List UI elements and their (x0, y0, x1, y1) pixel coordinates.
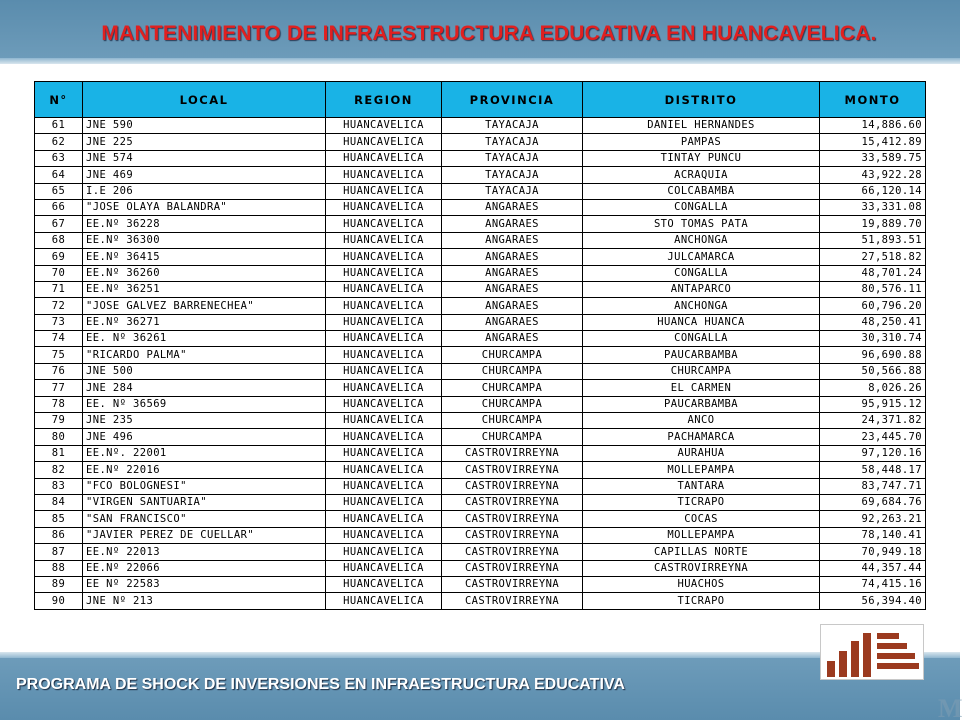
cell-num: 70 (35, 265, 83, 281)
cell-monto: 43,922.28 (820, 167, 926, 183)
cell-provincia: CASTROVIRREYNA (442, 445, 583, 461)
cell-region: HUANCAVELICA (326, 314, 442, 330)
cell-num: 64 (35, 167, 83, 183)
cell-monto: 95,915.12 (820, 396, 926, 412)
cell-provincia: CHURCAMPA (442, 429, 583, 445)
cell-local: I.E 206 (83, 183, 326, 199)
table-row (35, 281, 926, 297)
table-body (35, 118, 926, 610)
table-row (35, 118, 926, 134)
cell-provincia: TAYACAJA (442, 150, 583, 166)
table-row (35, 298, 926, 314)
cell-local: JNE 284 (83, 380, 326, 396)
table-row (35, 494, 926, 510)
cell-provincia: CHURCAMPA (442, 347, 583, 363)
cell-region: HUANCAVELICA (326, 118, 442, 134)
cell-monto: 30,310.74 (820, 331, 926, 347)
cell-region: HUANCAVELICA (326, 265, 442, 281)
cell-num: 61 (35, 118, 83, 134)
cell-monto: 23,445.70 (820, 429, 926, 445)
header-provincia: PROVINCIA (442, 82, 583, 118)
cell-distrito: CAPILLAS NORTE (583, 544, 820, 560)
cell-distrito: ANCHONGA (583, 232, 820, 248)
cell-distrito: DANIEL HERNANDES (583, 118, 820, 134)
cell-distrito: EL CARMEN (583, 380, 820, 396)
table-row (35, 249, 926, 265)
cell-region: HUANCAVELICA (326, 494, 442, 510)
cell-num: 86 (35, 527, 83, 543)
cell-num: 87 (35, 544, 83, 560)
cell-local: JNE 574 (83, 150, 326, 166)
cell-region: HUANCAVELICA (326, 363, 442, 379)
table-row (35, 216, 926, 232)
cell-region: HUANCAVELICA (326, 560, 442, 576)
cell-monto: 15,412.89 (820, 134, 926, 150)
cell-provincia: TAYACAJA (442, 134, 583, 150)
cell-num: 88 (35, 560, 83, 576)
cell-local: "JAVIER PEREZ DE CUELLAR" (83, 527, 326, 543)
cell-local: EE.Nº 22016 (83, 462, 326, 478)
cell-provincia: TAYACAJA (442, 118, 583, 134)
table-row (35, 167, 926, 183)
cell-region: HUANCAVELICA (326, 462, 442, 478)
cell-num: 89 (35, 576, 83, 592)
cell-num: 78 (35, 396, 83, 412)
table-row (35, 544, 926, 560)
cell-region: HUANCAVELICA (326, 593, 442, 609)
table-row (35, 593, 926, 609)
watermark-letter: M (938, 694, 963, 723)
cell-provincia: TAYACAJA (442, 167, 583, 183)
cell-provincia: ANGARAES (442, 331, 583, 347)
table-row (35, 347, 926, 363)
table-row (35, 429, 926, 445)
table-row (35, 183, 926, 199)
cell-monto: 48,701.24 (820, 265, 926, 281)
cell-local: EE.Nº 36228 (83, 216, 326, 232)
cell-provincia: ANGARAES (442, 265, 583, 281)
cell-provincia: CHURCAMPA (442, 396, 583, 412)
cell-region: HUANCAVELICA (326, 167, 442, 183)
cell-provincia: TAYACAJA (442, 183, 583, 199)
cell-local: EE Nº 22583 (83, 576, 326, 592)
cell-region: HUANCAVELICA (326, 331, 442, 347)
cell-num: 69 (35, 249, 83, 265)
cell-distrito: CONGALLA (583, 265, 820, 281)
cell-provincia: CASTROVIRREYNA (442, 544, 583, 560)
cell-num: 68 (35, 232, 83, 248)
cell-monto: 50,566.88 (820, 363, 926, 379)
table-row (35, 331, 926, 347)
cell-distrito: CASTROVIRREYNA (583, 560, 820, 576)
cell-monto: 8,026.26 (820, 380, 926, 396)
cell-distrito: CONGALLA (583, 199, 820, 215)
cell-monto: 33,331.08 (820, 199, 926, 215)
cell-distrito: TANTARA (583, 478, 820, 494)
table-row (35, 199, 926, 215)
cell-num: 67 (35, 216, 83, 232)
cell-monto: 51,893.51 (820, 232, 926, 248)
cell-provincia: CASTROVIRREYNA (442, 593, 583, 609)
cell-region: HUANCAVELICA (326, 183, 442, 199)
cell-monto: 19,889.70 (820, 216, 926, 232)
cell-monto: 92,263.21 (820, 511, 926, 527)
cell-region: HUANCAVELICA (326, 396, 442, 412)
data-table-container (34, 81, 925, 611)
cell-region: HUANCAVELICA (326, 298, 442, 314)
table-row (35, 396, 926, 412)
cell-distrito: PACHAMARCA (583, 429, 820, 445)
cell-region: HUANCAVELICA (326, 527, 442, 543)
table-row (35, 462, 926, 478)
cell-provincia: CASTROVIRREYNA (442, 576, 583, 592)
cell-monto: 74,415.16 (820, 576, 926, 592)
cell-distrito: TICRAPO (583, 494, 820, 510)
cell-num: 81 (35, 445, 83, 461)
cell-region: HUANCAVELICA (326, 249, 442, 265)
header-monto: MONTO (820, 82, 926, 118)
cell-num: 79 (35, 413, 83, 429)
cell-region: HUANCAVELICA (326, 413, 442, 429)
cell-provincia: CASTROVIRREYNA (442, 527, 583, 543)
cell-distrito: CONGALLA (583, 331, 820, 347)
cell-monto: 27,518.82 (820, 249, 926, 265)
cell-num: 84 (35, 494, 83, 510)
data-table (34, 81, 926, 610)
header-local: LOCAL (83, 82, 326, 118)
cell-distrito: TICRAPO (583, 593, 820, 609)
header-num: N° (35, 82, 83, 118)
cell-distrito: CHURCAMPA (583, 363, 820, 379)
cell-provincia: ANGARAES (442, 232, 583, 248)
cell-num: 75 (35, 347, 83, 363)
cell-distrito: MOLLEPAMPA (583, 462, 820, 478)
cell-distrito: PAUCARBAMBA (583, 396, 820, 412)
cell-distrito: ANTAPARCO (583, 281, 820, 297)
cell-provincia: CHURCAMPA (442, 413, 583, 429)
cell-num: 63 (35, 150, 83, 166)
cell-local: EE.Nº 36300 (83, 232, 326, 248)
table-row (35, 576, 926, 592)
cell-local: JNE Nº 213 (83, 593, 326, 609)
cell-region: HUANCAVELICA (326, 216, 442, 232)
cell-num: 65 (35, 183, 83, 199)
cell-region: HUANCAVELICA (326, 134, 442, 150)
cell-provincia: ANGARAES (442, 216, 583, 232)
cell-local: "JOSE GALVEZ BARRENECHEA" (83, 298, 326, 314)
table-row (35, 134, 926, 150)
cell-local: EE.Nº 36271 (83, 314, 326, 330)
table-row (35, 232, 926, 248)
cell-monto: 97,120.16 (820, 445, 926, 461)
cell-monto: 66,120.14 (820, 183, 926, 199)
cell-distrito: ANCO (583, 413, 820, 429)
cell-monto: 56,394.40 (820, 593, 926, 609)
cell-num: 73 (35, 314, 83, 330)
cell-num: 72 (35, 298, 83, 314)
cell-distrito: HUANCA HUANCA (583, 314, 820, 330)
cell-monto: 58,448.17 (820, 462, 926, 478)
cell-provincia: CASTROVIRREYNA (442, 494, 583, 510)
cell-monto: 60,796.20 (820, 298, 926, 314)
cell-region: HUANCAVELICA (326, 445, 442, 461)
cell-region: HUANCAVELICA (326, 511, 442, 527)
cell-local: EE. Nº 36569 (83, 396, 326, 412)
cell-provincia: CHURCAMPA (442, 380, 583, 396)
cell-monto: 70,949.18 (820, 544, 926, 560)
table-row (35, 150, 926, 166)
table-row (35, 445, 926, 461)
cell-provincia: ANGARAES (442, 249, 583, 265)
table-row (35, 363, 926, 379)
cell-region: HUANCAVELICA (326, 380, 442, 396)
cell-local: JNE 469 (83, 167, 326, 183)
cell-monto: 69,684.76 (820, 494, 926, 510)
cell-local: EE.Nº 36260 (83, 265, 326, 281)
cell-region: HUANCAVELICA (326, 576, 442, 592)
table-row (35, 265, 926, 281)
cell-distrito: HUACHOS (583, 576, 820, 592)
cell-distrito: COCAS (583, 511, 820, 527)
cell-num: 77 (35, 380, 83, 396)
cell-distrito: COLCABAMBA (583, 183, 820, 199)
cell-provincia: ANGARAES (442, 281, 583, 297)
cell-local: EE.Nº 22066 (83, 560, 326, 576)
cell-region: HUANCAVELICA (326, 281, 442, 297)
cell-provincia: CASTROVIRREYNA (442, 560, 583, 576)
cell-num: 71 (35, 281, 83, 297)
cell-monto: 83,747.71 (820, 478, 926, 494)
cell-distrito: ANCHONGA (583, 298, 820, 314)
cell-provincia: CASTROVIRREYNA (442, 511, 583, 527)
cell-monto: 14,886.60 (820, 118, 926, 134)
cell-num: 66 (35, 199, 83, 215)
table-row (35, 314, 926, 330)
cell-num: 82 (35, 462, 83, 478)
cell-region: HUANCAVELICA (326, 478, 442, 494)
cell-distrito: PAMPAS (583, 134, 820, 150)
cell-monto: 24,371.82 (820, 413, 926, 429)
cell-distrito: TINTAY PUNCU (583, 150, 820, 166)
cell-local: EE.Nº 36415 (83, 249, 326, 265)
cell-local: EE.Nº 22013 (83, 544, 326, 560)
cell-distrito: AURAHUA (583, 445, 820, 461)
cell-local: "VIRGEN SANTUARIA" (83, 494, 326, 510)
table-header-row (35, 82, 926, 118)
cell-provincia: ANGARAES (442, 199, 583, 215)
cell-distrito: MOLLEPAMPA (583, 527, 820, 543)
cell-distrito: STO TOMAS PATA (583, 216, 820, 232)
cell-num: 90 (35, 593, 83, 609)
table-row (35, 413, 926, 429)
logo (820, 624, 924, 680)
cell-local: "RICARDO PALMA" (83, 347, 326, 363)
table-row (35, 478, 926, 494)
cell-region: HUANCAVELICA (326, 429, 442, 445)
cell-region: HUANCAVELICA (326, 199, 442, 215)
cell-monto: 44,357.44 (820, 560, 926, 576)
cell-monto: 33,589.75 (820, 150, 926, 166)
cell-provincia: CHURCAMPA (442, 363, 583, 379)
cell-provincia: CASTROVIRREYNA (442, 462, 583, 478)
cell-num: 62 (35, 134, 83, 150)
cell-distrito: JULCAMARCA (583, 249, 820, 265)
cell-local: "JOSE OLAYA BALANDRA" (83, 199, 326, 215)
table-row (35, 511, 926, 527)
cell-region: HUANCAVELICA (326, 347, 442, 363)
page-title: MANTENIMIENTO DE INFRAESTRUCTURA EDUCATIVA EN HUANCAVELICA. (101, 22, 877, 45)
cell-provincia: ANGARAES (442, 314, 583, 330)
cell-monto: 96,690.88 (820, 347, 926, 363)
cell-local: "SAN FRANCISCO" (83, 511, 326, 527)
cell-num: 74 (35, 331, 83, 347)
cell-num: 76 (35, 363, 83, 379)
cell-local: EE. Nº 36261 (83, 331, 326, 347)
table-row (35, 380, 926, 396)
cell-local: JNE 500 (83, 363, 326, 379)
cell-region: HUANCAVELICA (326, 232, 442, 248)
cell-num: 83 (35, 478, 83, 494)
cell-local: JNE 235 (83, 413, 326, 429)
cell-local: EE.Nº 36251 (83, 281, 326, 297)
cell-local: EE.Nº. 22001 (83, 445, 326, 461)
cell-local: JNE 225 (83, 134, 326, 150)
cell-num: 80 (35, 429, 83, 445)
cell-monto: 78,140.41 (820, 527, 926, 543)
cell-region: HUANCAVELICA (326, 150, 442, 166)
cell-distrito: PAUCARBAMBA (583, 347, 820, 363)
cell-monto: 80,576.11 (820, 281, 926, 297)
cell-provincia: CASTROVIRREYNA (442, 478, 583, 494)
bar-chart-logo-icon (821, 625, 925, 681)
header-distrito: DISTRITO (583, 82, 820, 118)
cell-local: JNE 590 (83, 118, 326, 134)
cell-distrito: ACRAQUIA (583, 167, 820, 183)
cell-provincia: ANGARAES (442, 298, 583, 314)
table-row (35, 560, 926, 576)
cell-local: JNE 496 (83, 429, 326, 445)
cell-num: 85 (35, 511, 83, 527)
footer-text: PROGRAMA DE SHOCK DE INVERSIONES EN INFRAESTRUCTURA EDUCATIVA (16, 676, 625, 693)
cell-local: "FCO BOLOGNESI" (83, 478, 326, 494)
cell-region: HUANCAVELICA (326, 544, 442, 560)
header-region: REGION (326, 82, 442, 118)
cell-monto: 48,250.41 (820, 314, 926, 330)
table-row (35, 527, 926, 543)
